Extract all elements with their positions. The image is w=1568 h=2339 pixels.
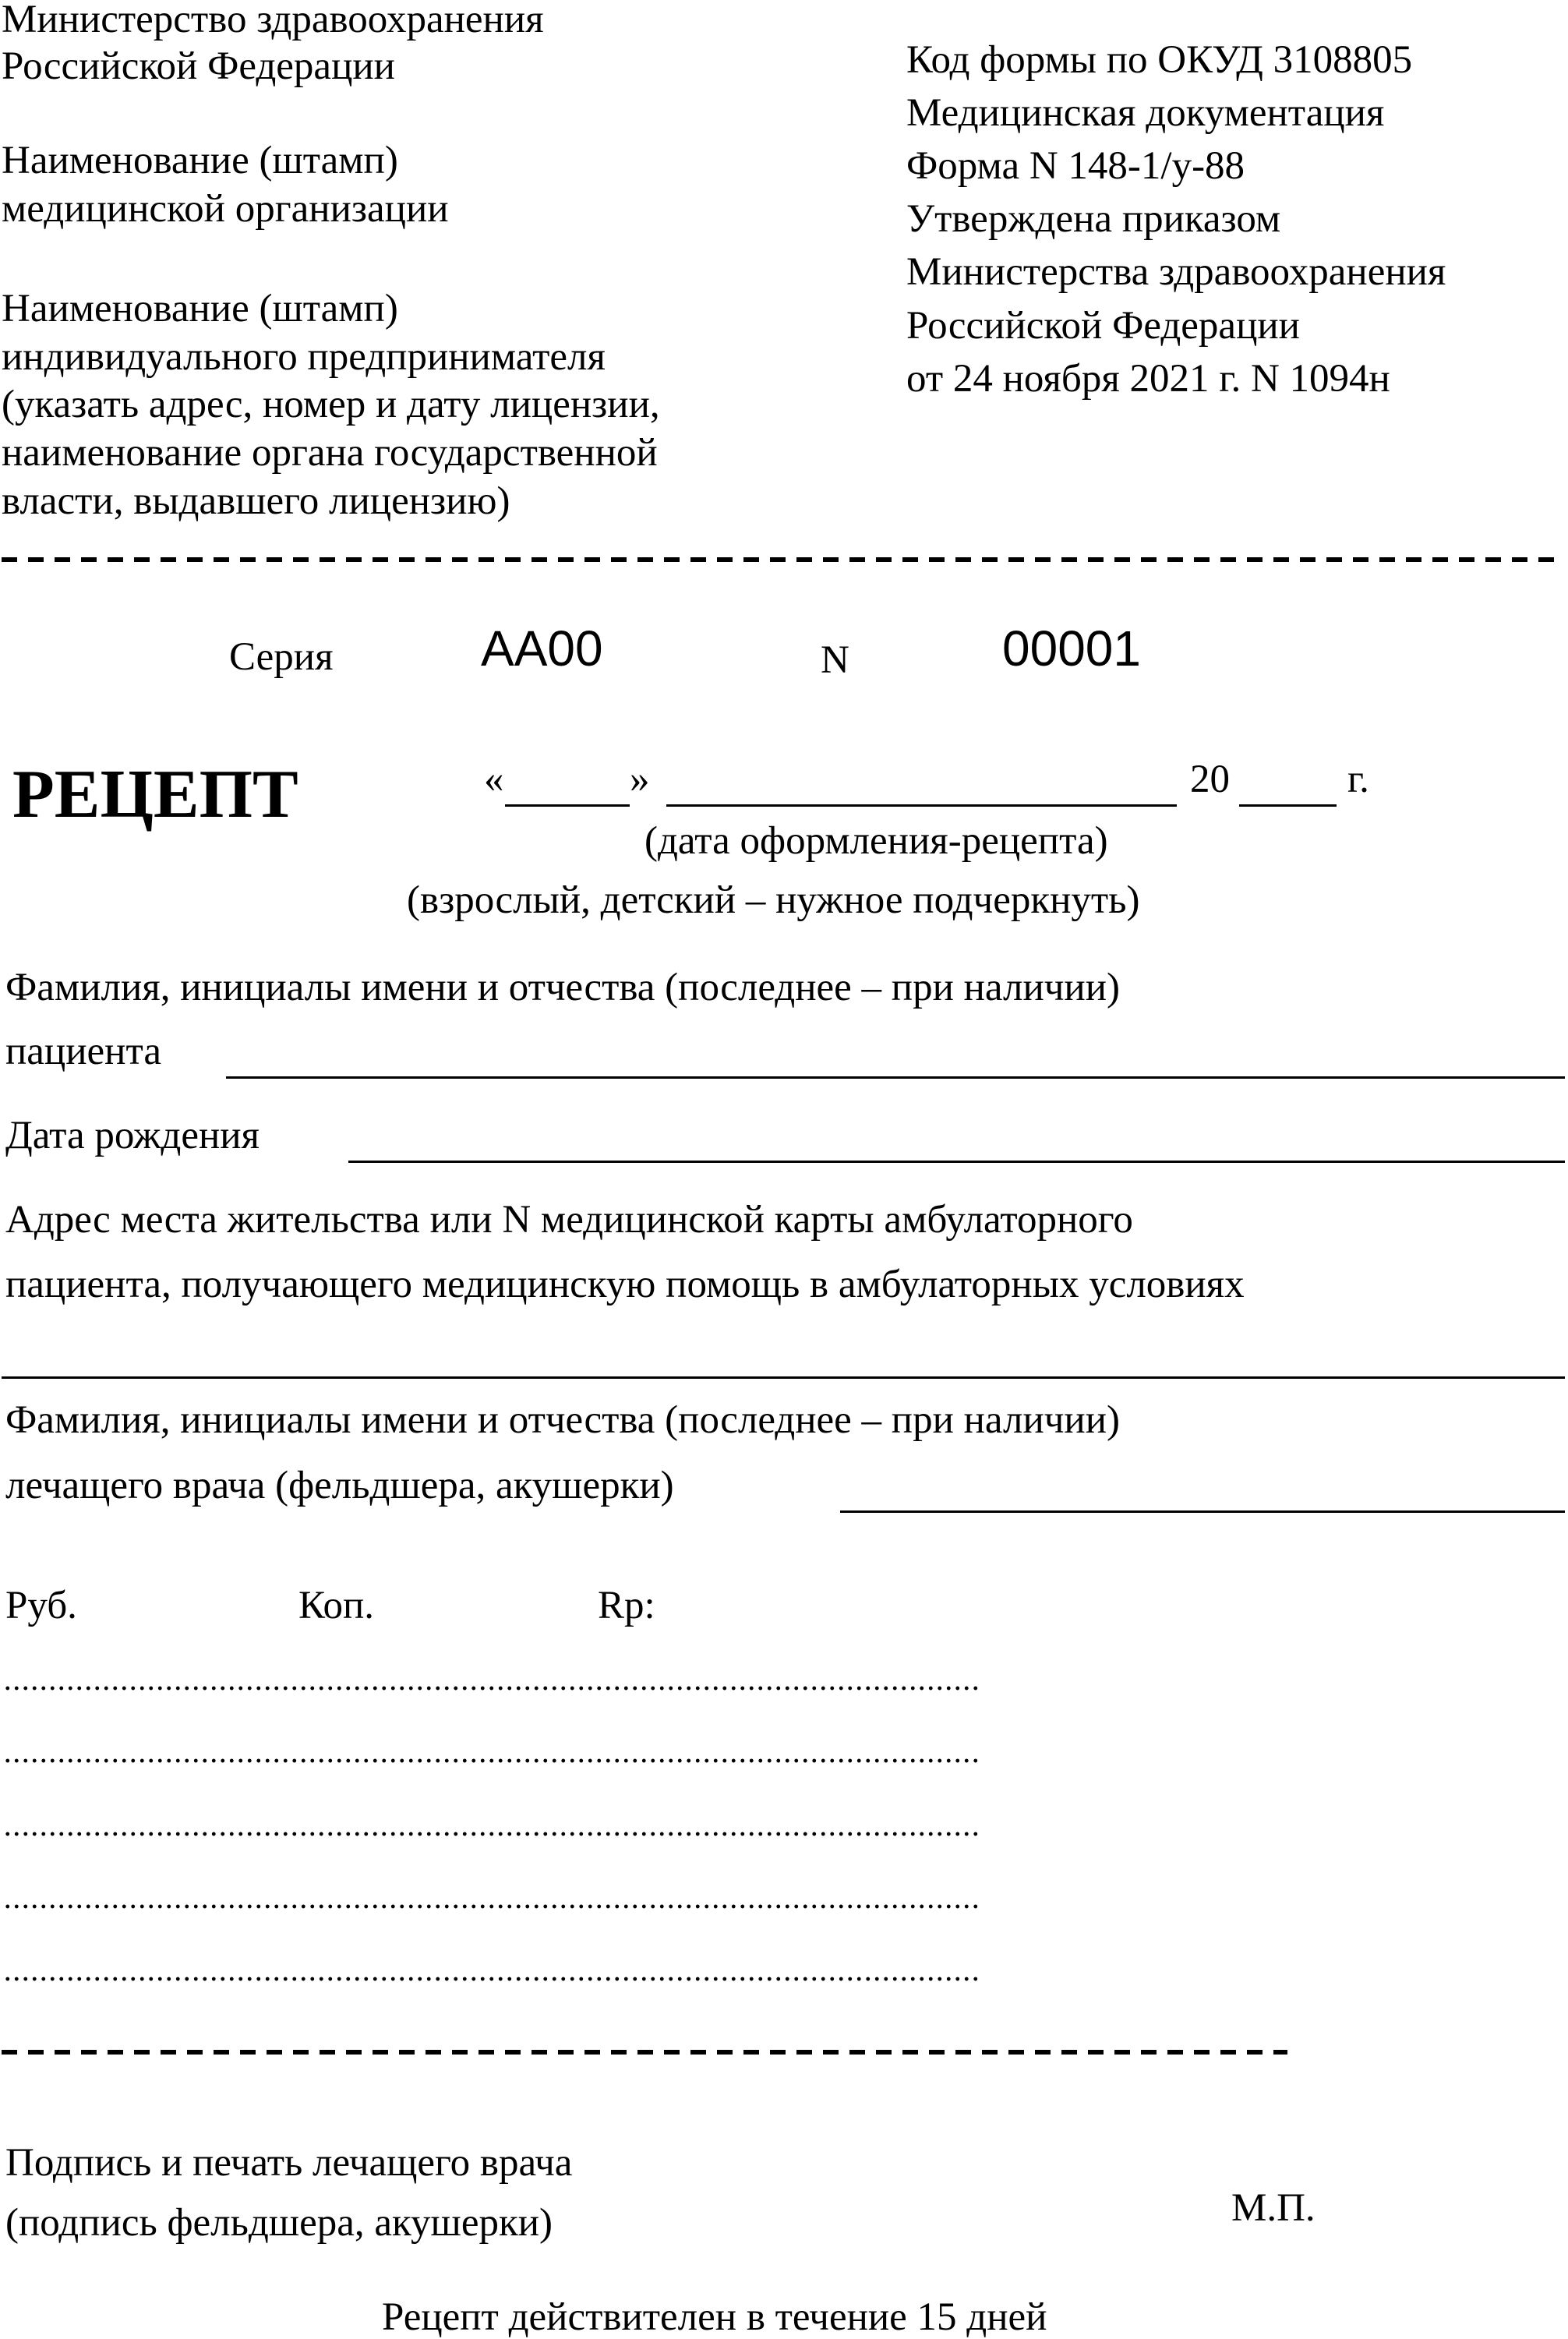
cut-line-bottom	[2, 2050, 1287, 2055]
cut-line-top	[2, 557, 1564, 562]
birth-date-label: Дата рождения	[5, 1114, 260, 1157]
number-value: 00001	[1002, 620, 1141, 677]
entrepreneur-stamp-line-1: Наименование (штамп)	[2, 287, 398, 330]
kop-label: Коп.	[298, 1584, 375, 1627]
signature-label-2: (подпись фельдшера, акушерки)	[5, 2201, 553, 2245]
rp-label: Rp:	[598, 1584, 655, 1627]
address-field[interactable]	[2, 1376, 1565, 1379]
address-label-2: пациента, получающего медицинскую помощь в амбулаторных условиях	[5, 1263, 1245, 1306]
doctor-name-label-1: Фамилия, инициалы имени и отчества (последнее – при наличии)	[5, 1398, 1120, 1442]
rp-line-1[interactable]	[3, 1686, 982, 1691]
entrepreneur-stamp-line-3: (указать адрес, номер и дату лицензии,	[2, 383, 660, 426]
doctor-name-field[interactable]	[840, 1510, 1565, 1513]
doctor-name-label-2: лечащего врача (фельдшера, акушерки)	[5, 1464, 674, 1507]
ministry-line-1: Министерство здравоохранения	[2, 0, 544, 41]
date-quote-open: «	[484, 758, 504, 801]
date-year-field[interactable]	[1239, 804, 1337, 807]
org-stamp-line-2: медицинской организации	[2, 187, 449, 231]
patient-name-field[interactable]	[226, 1076, 1565, 1079]
recipe-title: РЕЦЕПТ	[12, 757, 298, 832]
date-year-suffix: г.	[1347, 758, 1369, 801]
age-caption: (взрослый, детский – нужное подчеркнуть)	[407, 878, 1140, 922]
approved-by: Утверждена приказом	[906, 197, 1281, 241]
entrepreneur-stamp-line-4: наименование органа государственной	[2, 431, 658, 475]
series-value: АА00	[481, 620, 603, 677]
rp-line-5[interactable]	[3, 1977, 982, 1981]
entrepreneur-stamp-line-2: индивидуального предпринимателя	[2, 335, 606, 379]
patient-name-label-2: пациента	[5, 1030, 161, 1073]
form-code: Код формы по ОКУД 3108805	[906, 38, 1413, 82]
validity-note: Рецепт действителен в течение 15 дней	[382, 2295, 1047, 2339]
date-month-field[interactable]	[666, 804, 1177, 807]
entrepreneur-stamp-line-5: власти, выдавшего лицензию)	[2, 479, 510, 523]
date-year-prefix: 20	[1190, 758, 1230, 801]
approved-federation: Российской Федерации	[906, 304, 1300, 348]
rp-line-3[interactable]	[3, 1832, 982, 1836]
date-caption: (дата оформления-рецепта)	[645, 819, 1108, 863]
ministry-line-2: Российской Федерации	[2, 44, 395, 88]
org-stamp-line-1: Наименование (штамп)	[2, 139, 398, 182]
approved-ministry: Министерства здравоохранения	[906, 250, 1446, 294]
signature-label-1: Подпись и печать лечащего врача	[5, 2141, 573, 2185]
date-day-field[interactable]	[505, 804, 630, 807]
form-doc-type: Медицинская документация	[906, 91, 1385, 135]
address-label-1: Адрес места жительства или N медицинской карты амбулаторного	[5, 1198, 1133, 1242]
number-label: N	[821, 638, 849, 682]
rp-line-2[interactable]	[3, 1758, 982, 1763]
series-label: Серия	[229, 635, 334, 679]
form-number: Форма N 148-1/у-88	[906, 144, 1245, 188]
rp-line-4[interactable]	[3, 1904, 982, 1909]
rub-label: Руб.	[5, 1584, 77, 1627]
patient-name-label-1: Фамилия, инициалы имени и отчества (последнее – при наличии)	[5, 966, 1120, 1009]
approved-date: от 24 ноября 2021 г. N 1094н	[906, 357, 1390, 401]
date-quote-close: »	[630, 758, 650, 801]
birth-date-field[interactable]	[348, 1161, 1565, 1163]
seal-label: М.П.	[1231, 2186, 1315, 2230]
